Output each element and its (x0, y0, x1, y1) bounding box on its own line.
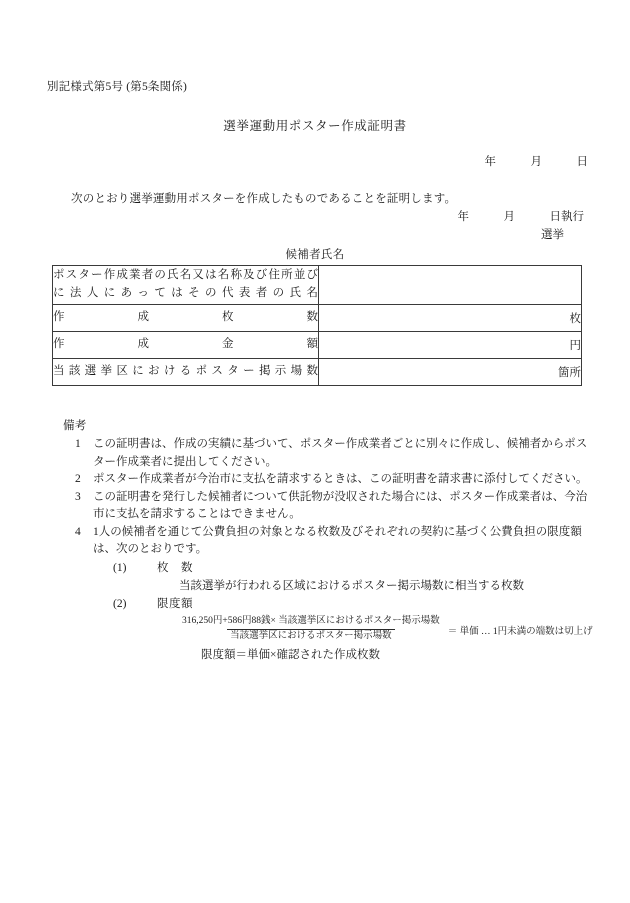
row-label-sheet-count (53, 305, 319, 332)
sub-item-title: 限度額 (157, 597, 193, 610)
note-item-1 (63, 436, 593, 471)
formula-fraction (179, 616, 443, 643)
formula-denominator: 当該選挙区におけるポスター掲示場数 (227, 629, 395, 643)
row-value-producer-name[interactable] (319, 266, 582, 305)
sub-item-description: 当該選挙が行われる区域におけるポスター掲示場数に相当する枚数 (179, 580, 524, 593)
sub-item-title: 枚 数 (157, 561, 193, 574)
row-label-producer-name (53, 266, 319, 305)
sub-item-number: (2) (113, 597, 127, 610)
lead-sentence: 次のとおり選挙運動用ポスターを作成したものであることを証明します。 (71, 193, 457, 205)
note-text: 1人の候補者を通じて公費負担の対象となる枚数及びそれぞれの契約に基づく公費負担の限度額は、次のとおりです。 (93, 525, 582, 556)
row-label-line-1: 当該選挙区におけるポスター掲示場数 (53, 365, 318, 378)
row-unit-poster-board-count: 箇所 (558, 367, 581, 379)
page-title: 選挙運動用ポスター作成証明書 (223, 119, 407, 133)
unit-price-formula (157, 616, 593, 643)
notes-section (63, 418, 593, 664)
row-unit-sheet-count: 枚 (569, 313, 581, 325)
note-number: 2 (75, 473, 81, 486)
row-label-line-2: に法人にあってはその代表者の氏名 (53, 287, 318, 299)
formula-result-note: ＝ 単価 … 1円未満の端数は切上げ (447, 627, 593, 638)
table-row (53, 305, 582, 332)
row-label-line-1: 作 成 金 額 (53, 338, 318, 351)
row-value-poster-board-count[interactable] (319, 359, 582, 386)
row-value-sheet-count[interactable] (319, 305, 582, 332)
note-number: 1 (75, 438, 81, 451)
table-row (53, 332, 582, 359)
execution-date-line: 年 月 日執行 (457, 211, 584, 223)
row-label-line-1: 作 成 枚 数 (53, 311, 318, 324)
note-text: この証明書を発行した候補者について供託物が没収された場合には、ポスター作成業者は、今治市に支払を請求することはできません。 (93, 490, 588, 521)
note-sub-list (93, 560, 593, 665)
limit-amount-formula: 限度額＝単価×確認された作成枚数 (201, 648, 380, 661)
election-word-label: 選挙 (541, 229, 564, 241)
table-row (53, 266, 582, 305)
note-number: 3 (75, 490, 81, 503)
notes-heading: 備考 (63, 420, 87, 432)
note-number: 4 (75, 525, 81, 538)
row-label-poster-board-count (53, 359, 319, 386)
sub-item-limit-amount (113, 596, 593, 665)
row-label-amount (53, 332, 319, 359)
form-id-label: 別記様式第5号 (第5条関係) (47, 81, 188, 93)
sub-item-sheet-count (113, 560, 593, 596)
issue-date-line: 年 月 日 (484, 156, 588, 168)
row-label-line-1: ポスター作成業者の氏名又は名称及び住所並び (53, 269, 318, 282)
note-item-2 (63, 471, 593, 488)
note-item-4 (63, 524, 593, 665)
candidate-name-label: 候補者氏名 (285, 249, 345, 261)
note-item-3 (63, 489, 593, 524)
note-text: この証明書は、作成の実績に基づいて、ポスター作成業者ごとに別々に作成し、候補者からポスター作成業者に提出してください。 (93, 438, 588, 468)
table-row (53, 359, 582, 386)
note-text: ポスター作成業者が今治市に支払を請求するときは、この証明書を請求書に添付してください。 (93, 473, 588, 486)
row-unit-amount: 円 (569, 340, 581, 352)
certificate-table (52, 265, 582, 386)
sub-item-number: (1) (113, 561, 127, 574)
formula-numerator: 316,250円+586円88銭× 当該選挙区におけるポスター掲示場数 (182, 616, 440, 627)
row-value-amount[interactable] (319, 332, 582, 359)
